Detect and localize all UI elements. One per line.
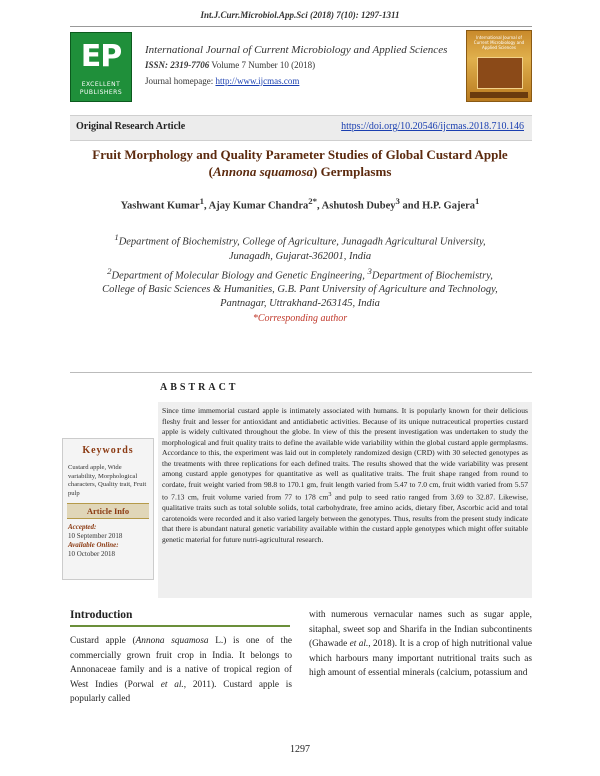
author-name: Ashutosh Dubey bbox=[321, 200, 396, 212]
publisher-logo bbox=[70, 32, 132, 102]
author-name: H.P. Gajera bbox=[422, 200, 476, 212]
intro-left-a: Custard apple ( bbox=[70, 636, 136, 646]
volume: Volume 7 Number 10 (2018) bbox=[209, 60, 316, 70]
online-date: 10 October 2018 bbox=[68, 550, 116, 558]
author-sep: and bbox=[399, 200, 423, 212]
aff2-line1: Department of Molecular Biology and Genetic Engineering, bbox=[111, 270, 368, 281]
abstract-text bbox=[162, 406, 528, 545]
author-sup: 2* bbox=[308, 196, 317, 206]
aff-sup: 1 bbox=[114, 232, 119, 242]
author-sup: 1 bbox=[475, 196, 480, 206]
article-type: Original Research Article bbox=[76, 121, 186, 132]
accepted-date: 10 September 2018 bbox=[68, 532, 123, 540]
intro-column-left bbox=[70, 634, 292, 707]
abstract-heading: ABSTRACT bbox=[160, 382, 239, 393]
author-sep: , bbox=[204, 200, 209, 212]
abstract-part2: and pulp to seed ratio ranged from 3.69 to 32.87. Likewise, qualitative traits such as total soluble solids, total carbohydrate, free amino acids, dietary fiber, Ascorbic acid and total carotenoids were recorded and it also varied largely between the genotypes. Thus, results from the present study indicate that there is abundant natural genetic variability available within the custard apple genotypes which might offer suitable genetic material for future nutri-agricultural research. bbox=[162, 492, 529, 544]
logo-line1: EXCELLENT bbox=[81, 81, 121, 88]
keywords-title: Keywords bbox=[82, 445, 134, 456]
affiliations bbox=[60, 230, 540, 311]
author-sup: 1 bbox=[199, 196, 204, 206]
article-bar bbox=[70, 115, 532, 141]
aff1-line1: Department of Biochemistry, College of Agriculture, Junagadh Agricultural University, bbox=[118, 236, 486, 248]
keywords-list: Custard apple, Wide variability, Morphological characters, Quality trait, Fruit pulp bbox=[68, 464, 147, 497]
doi-link[interactable]: https://doi.org/10.20546/ijcmas.2018.710.146 bbox=[341, 121, 524, 132]
intro-left-etal: et al., bbox=[160, 679, 187, 690]
cover-footer bbox=[470, 92, 528, 98]
author-sup: 3 bbox=[395, 196, 400, 206]
homepage-link[interactable]: http://www.ijcmas.com bbox=[215, 76, 300, 86]
author-sep: , bbox=[317, 200, 322, 212]
corresponding-author: *Corresponding author bbox=[252, 313, 348, 324]
journal-name: International Journal of Current Microbiology and Applied Sciences bbox=[145, 44, 448, 56]
aff-sup: 3 bbox=[367, 265, 372, 276]
intro-right-etal: et al., bbox=[349, 639, 371, 650]
article-title: Fruit Morphology and Quality Parameter Studies of Global Custard Apple (Annona squamosa) Germplasms bbox=[92, 147, 508, 179]
abstract-sup: 3 bbox=[328, 491, 332, 498]
intro-right-b: 2018). It is a crop of high nutritional value which harbours many important nutritional traits such as high amount of essential minerals (calcium, potassium and bbox=[309, 639, 533, 679]
intro-left-species: Annona squamosa bbox=[135, 636, 209, 646]
title-line1: Fruit Morphology and Quality Parameter Studies of Global Custard Apple bbox=[92, 147, 508, 162]
aff3-line1: Department of Biochemistry, bbox=[371, 270, 493, 281]
aff-sup: 2 bbox=[107, 265, 112, 276]
intro-left-b: L.) is one of the commercially grown fruit crop in India. It belongs to Annonaceae family and is a native of tropical region of West Indies (Porwal bbox=[70, 636, 292, 690]
running-header: Int.J.Curr.Microbiol.App.Sci (2018) 7(10): 1297-1311 bbox=[200, 10, 400, 20]
cover-title: International Journal of Current Microbiology and Applied Sciences bbox=[473, 35, 525, 50]
introduction-heading: Introduction bbox=[70, 609, 133, 621]
authors bbox=[60, 196, 540, 212]
cover-image bbox=[477, 57, 523, 89]
intro-column-right bbox=[309, 608, 532, 681]
aff1-line2: Junagadh, Gujarat-362001, India bbox=[228, 250, 372, 262]
article-info bbox=[68, 523, 149, 559]
journal-homepage bbox=[145, 76, 299, 86]
intro-right-a: with numerous vernacular names such as sugar apple, sitaphal, sweet sop and Sharifa in the Indian subcontinents (Ghawade bbox=[309, 610, 532, 650]
header-rule bbox=[70, 26, 532, 27]
aff3-line3: Pantnagar, Uttrakhand-263145, India bbox=[220, 298, 380, 309]
online-label: Available Online: bbox=[68, 541, 119, 549]
accepted-label: Accepted: bbox=[68, 523, 97, 531]
author-name: Ajay Kumar Chandra bbox=[208, 200, 309, 212]
abstract-rule bbox=[70, 372, 532, 373]
aff3-line2: College of Basic Sciences & Humanities, G.B. Pant University of Agriculture and Technology, bbox=[102, 284, 498, 295]
abstract-part1: Since time immemorial custard apple is intimately associated with humans. It is popularly known for their delicious fleshy fruit and lesser for antioxidant and antidiabetic activities. Because of its unique nutraceutical properties custard apple is widely cultivated throughout the globe. In view of this the present investigation was undertaken to study the morphological and fruit quality traits to define the available wide variability within the global custard apple germplasms. Accordance to this, the experiment was laid out in completely randomized design (CRD) with 30 selected genotypes as the treatments with three replications for each defined traits. The results showed that the wide variability was present among custard apple genotypes for quantitative as well as qualitative traits. The fruit shape ranged from round to cordate, fruit weight varied from 98.8 to 170.1 gm, fruit length varied from 5.47 to 7.0 cm, fruit width varied from 5.57 to 7.13 cm, fruit volume varied from 77 to 178 cm bbox=[162, 406, 528, 502]
issn: ISSN: 2319-7706 bbox=[145, 60, 210, 70]
intro-left-c: 2011). Custard apple is popularly called bbox=[70, 679, 292, 705]
title-line2-tail: ) Germplasms bbox=[313, 164, 392, 179]
keywords-sidebar bbox=[62, 438, 154, 580]
abstract-box bbox=[158, 402, 532, 598]
introduction-rule bbox=[70, 625, 290, 627]
logo-line2: PUBLISHERS bbox=[79, 89, 123, 96]
journal-cover bbox=[466, 30, 532, 102]
article-info-title: Article Info bbox=[67, 503, 149, 519]
logo-letters: EP bbox=[80, 39, 122, 74]
page-number: 1297 bbox=[290, 744, 310, 755]
author-name: Yashwant Kumar bbox=[120, 200, 200, 212]
title-species: Annona squamosa bbox=[212, 164, 314, 179]
journal-issn bbox=[145, 60, 315, 70]
homepage-label: Journal homepage: bbox=[145, 76, 216, 86]
